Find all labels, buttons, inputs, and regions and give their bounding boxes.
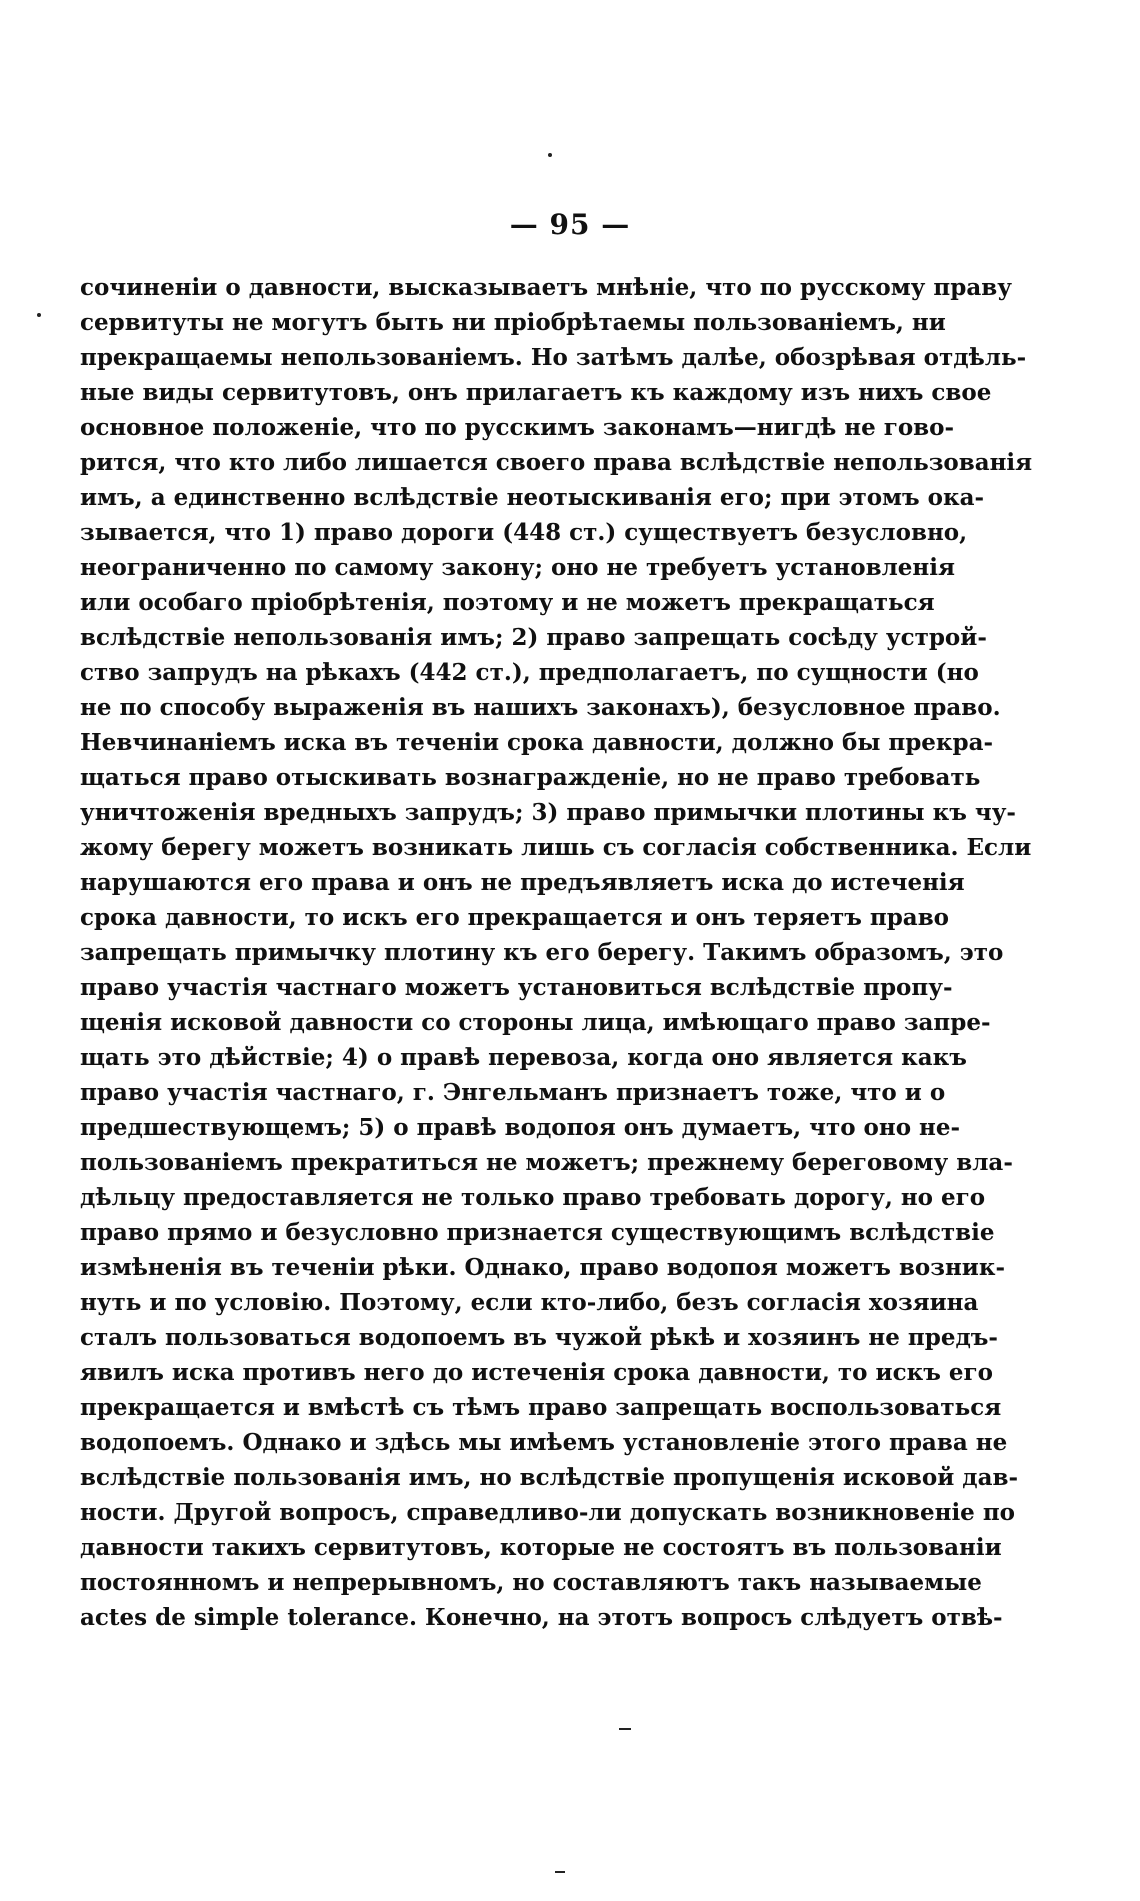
text-line: сервитуты не могутъ быть ни пріобрѣтаемы пользованіемъ, ни [80,309,946,336]
text-line: пользованіемъ прекратиться не можетъ; прежнему береговому вла- [80,1149,1013,1176]
ink-speck [548,153,552,157]
text-line: уничтоженія вредныхъ запрудъ; 3) право примычки плотины къ чу- [80,799,1016,826]
text-line: срока давности, то искъ его прекращается и онъ теряетъ право [80,904,950,931]
text-line: ности. Другой вопросъ, справедливо-ли допускать возникновеніе по [80,1499,1015,1526]
text-line: давности такихъ сервитутовъ, которые не состоятъ въ пользованіи [80,1534,1002,1561]
text-line: предшествующемъ; 5) о правѣ водопоя онъ думаетъ, что оно не- [80,1114,961,1141]
text-line: имъ, а единственно вслѣдствіе неотыскиванія его; при этомъ ока- [80,484,985,511]
ink-speck [37,313,41,317]
text-line: явилъ иска противъ него до истеченія срока давности, то искъ его [80,1359,993,1386]
text-line: основное положеніе, что по русскимъ законамъ—нигдѣ не гово- [80,414,955,441]
text-line: право участія частнаго, г. Энгельманъ признаетъ тоже, что и о [80,1079,946,1106]
text-line: нуть и по условію. Поэтому, если кто-либо, безъ согласія хозяина [80,1289,979,1316]
text-line: право прямо и безусловно признается существующимъ вслѣдствіе [80,1219,995,1246]
text-line: или особаго пріобрѣтенія, поэтому и не можетъ прекращаться [80,589,935,616]
text-line: зывается, что 1) право дороги (448 ст.) существуетъ безусловно, [80,519,968,546]
text-line: Невчинаніемъ иска въ теченіи срока давности, должно бы прекра- [80,729,994,756]
text-line: водопоемъ. Однако и здѣсь мы имѣемъ установленіе этого права не [80,1429,1008,1456]
text-line: дѣльцу предоставляется не только право требовать дорогу, но его [80,1184,986,1211]
ink-speck [555,1871,565,1873]
body-text [80,270,1033,1635]
text-line: сталъ пользоваться водопоемъ въ чужой рѣкѣ и хозяинъ не предъ- [80,1324,998,1351]
text-line: щать это дѣйствіе; 4) о правѣ перевоза, когда оно является какъ [80,1044,967,1071]
text-line: неограниченно по самому закону; оно не требуетъ установленія [80,554,955,581]
text-line: запрещать примычку плотину къ его берегу. Такимъ образомъ, это [80,939,1004,966]
text-line: прекращаемы непользованіемъ. Но затѣмъ далѣе, обозрѣвая отдѣль- [80,344,1027,371]
text-line: щенія исковой давности со стороны лица, имѣющаго право запре- [80,1009,991,1036]
text-line: жому берегу можетъ возникать лишь съ согласія собственника. Если [80,834,1032,861]
text-line: не по способу выраженія въ нашихъ законахъ), безусловное право. [80,694,1001,721]
text-line: сочиненіи о давности, высказываетъ мнѣніе, что по русскому праву [80,274,1012,301]
text-line: рится, что кто либо лишается своего права вслѣдствіе непользованія [80,449,1033,476]
text-line: измѣненія въ теченіи рѣки. Однако, право водопоя можетъ возник- [80,1254,1005,1281]
text-line: право участія частнаго можетъ установиться вслѣдствіе пропу- [80,974,953,1001]
ink-speck [619,1728,631,1730]
text-line: щаться право отыскивать вознагражденіе, но не право требовать [80,764,981,791]
text-line: прекращается и вмѣстѣ съ тѣмъ право запрещать воспользоваться [80,1394,1002,1421]
text-line: вслѣдствіе пользованія имъ, но вслѣдствіе пропущенія исковой дав- [80,1464,1019,1491]
text-line: нарушаются его права и онъ не предъявляетъ иска до истеченія [80,869,965,896]
text-line: ство запрудъ на рѣкахъ (442 ст.), предполагаетъ, по сущности (но [80,659,979,686]
text-line: постоянномъ и непрерывномъ, но составляютъ такъ называемые [80,1569,982,1596]
text-line: actes de simple tolerance. Конечно, на этотъ вопросъ слѣдуетъ отвѣ- [80,1604,1003,1631]
text-line: ные виды сервитутовъ, онъ прилагаетъ къ каждому изъ нихъ свое [80,379,992,406]
page-number: — 95 — [509,208,631,241]
text-line: вслѣдствіе непользованія имъ; 2) право запрещать сосѣду устрой- [80,624,987,651]
